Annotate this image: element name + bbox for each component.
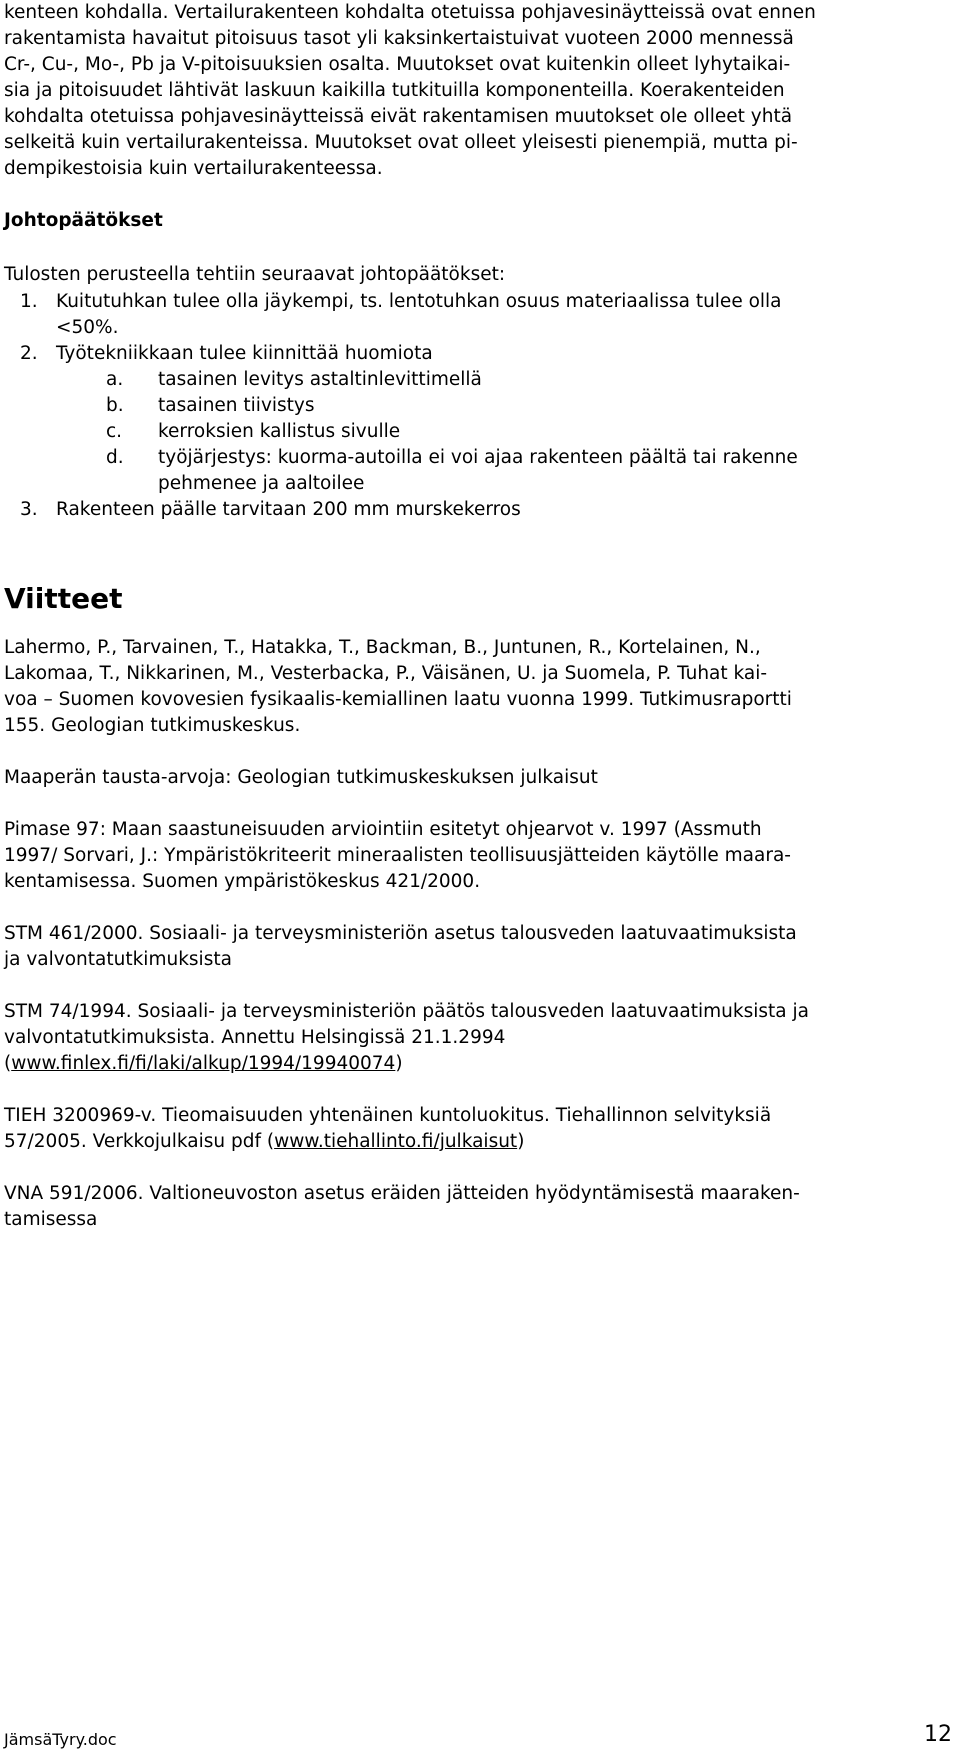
text-line: kohdalta otetuissa pohjavesinäytteissä eivät rakentamisen muutokset ole olleet yhtä [4,106,793,127]
tiehallinto-link[interactable]: www.tiehallinto.fi/julkaisut [274,1131,518,1152]
sub-list-text: kerroksien kallistus sivulle [158,421,401,442]
list-number: 2. [20,343,38,364]
list-text-line: <50%. [56,317,119,338]
conclusions-list [4,289,798,523]
sub-list-letter: d. [106,447,124,468]
list-item [4,289,798,341]
footer-filename: JämsäTyry.doc [4,1730,117,1749]
sub-list-text: tasainen levitys astaltinlevittimellä [158,369,482,390]
references-list [4,611,954,1259]
conclusions-lead: Tulosten perusteella tehtiin seuraavat johtopäätökset: [4,264,506,285]
text-line: dempikestoisia kuin vertailurakenteessa. [4,158,383,179]
sub-list-item [4,367,798,393]
reference-line: Lakomaa, T., Nikkarinen, M., Vesterbacka, P., Väisänen, U. ja Suomela, P. Tuhat kai- [4,663,768,684]
sub-list-text: tasainen tiivistys [158,395,315,416]
sub-list-text-line: työjärjestys: kuorma-autoilla ei voi ajaa rakenteen päältä tai rakenne [158,447,798,468]
reference-line: voa – Suomen kovovesien fysikaalis-kemiallinen laatu vuonna 1999. Tutkimusraportti [4,689,792,710]
sub-list-item [4,419,798,445]
reference-item [4,1181,954,1233]
list-text-line: Kuitutuhkan tulee olla jäykempi, ts. lentotuhkan osuus materiaalissa tulee olla [56,291,782,312]
reference-item [4,635,954,739]
paren-open: ( [4,1053,12,1074]
reference-line: VNA 591/2006. Valtioneuvoston asetus eräiden jätteiden hyödyntämisestä maaraken- [4,1183,800,1204]
reference-line: 1997/ Sorvari, J.: Ympäristökriteerit mineraalisten teollisuusjätteiden käytölle maara- [4,845,791,866]
reference-line: tamisessa [4,1209,98,1230]
intro-paragraph [4,0,816,182]
list-text: Työtekniikkaan tulee kiinnittää huomiota [56,343,433,364]
reference-text: 57/2005. Verkkojulkaisu pdf ( [4,1131,275,1152]
list-number: 3. [20,499,38,520]
list-text: Rakenteen päälle tarvitaan 200 mm murskekerros [56,499,521,520]
reference-line [4,1051,954,1077]
text-line: sia ja pitoisuudet lähtivät laskuun kaikilla tutkituilla komponenteilla. Koerakenteiden [4,80,785,101]
conclusions-heading: Johtopäätökset [4,210,163,231]
paren-close: ) [517,1131,525,1152]
reference-line: STM 74/1994. Sosiaali- ja terveysministeriön päätös talousveden laatuvaatimuksista ja [4,1001,809,1022]
reference-line: Lahermo, P., Tarvainen, T., Hatakka, T., Backman, B., Juntunen, R., Kortelainen, N., [4,637,761,658]
reference-line: Maaperän tausta-arvoja: Geologian tutkimuskeskuksen julkaisut [4,767,598,788]
list-item [4,497,798,523]
reference-item [4,999,954,1077]
text-line: kenteen kohdalla. Vertailurakenteen kohdalta otetuissa pohjavesinäytteissä ovat ennen [4,2,816,23]
sub-list-letter: b. [106,395,124,416]
reference-line: valvontatutkimuksista. Annettu Helsingissä 21.1.2994 [4,1027,506,1048]
reference-item [4,765,954,791]
reference-line: STM 461/2000. Sosiaali- ja terveysministeriön asetus talousveden laatuvaatimuksista [4,923,797,944]
sub-list-item [4,445,798,497]
text-line: Cr-, Cu-, Mo-, Pb ja V-pitoisuuksien osalta. Muutokset ovat kuitenkin olleet lyhytaikai- [4,54,791,75]
finlex-link[interactable]: www.finlex.fi/fi/laki/alkup/1994/19940074 [11,1053,396,1074]
footer-page-number: 12 [924,1722,952,1747]
reference-line: TIEH 3200969-v. Tieomaisuuden yhtenäinen kuntoluokitus. Tiehallinnon selvityksiä [4,1105,772,1126]
list-text [56,289,782,341]
sub-list-item [4,393,798,419]
reference-item [4,817,954,895]
references-heading: Viitteet [4,582,123,615]
reference-item [4,921,954,973]
list-number: 1. [20,291,38,312]
sub-list-text-line: pehmenee ja aaltoilee [158,473,365,494]
sub-list-letter: a. [106,369,124,390]
reference-line: ja valvontatutkimuksista [4,949,232,970]
reference-line [4,1129,954,1155]
paren-close: ) [395,1053,403,1074]
text-line: rakentamista havaitut pitoisuus tasot yli kaksinkertaistuivat vuoteen 2000 mennessä [4,28,794,49]
reference-line: kentamisessa. Suomen ympäristökeskus 421/2000. [4,871,481,892]
reference-item [4,1103,954,1155]
text-line: selkeitä kuin vertailurakenteissa. Muutokset ovat olleet yleisesti pienempiä, mutta pi- [4,132,798,153]
list-item [4,341,798,367]
sub-list-letter: c. [106,421,123,442]
reference-line: 155. Geologian tutkimuskeskus. [4,715,301,736]
sub-list-text [158,445,798,497]
reference-line: Pimase 97: Maan saastuneisuuden arviointiin esitetyt ohjearvot v. 1997 (Assmuth [4,819,762,840]
